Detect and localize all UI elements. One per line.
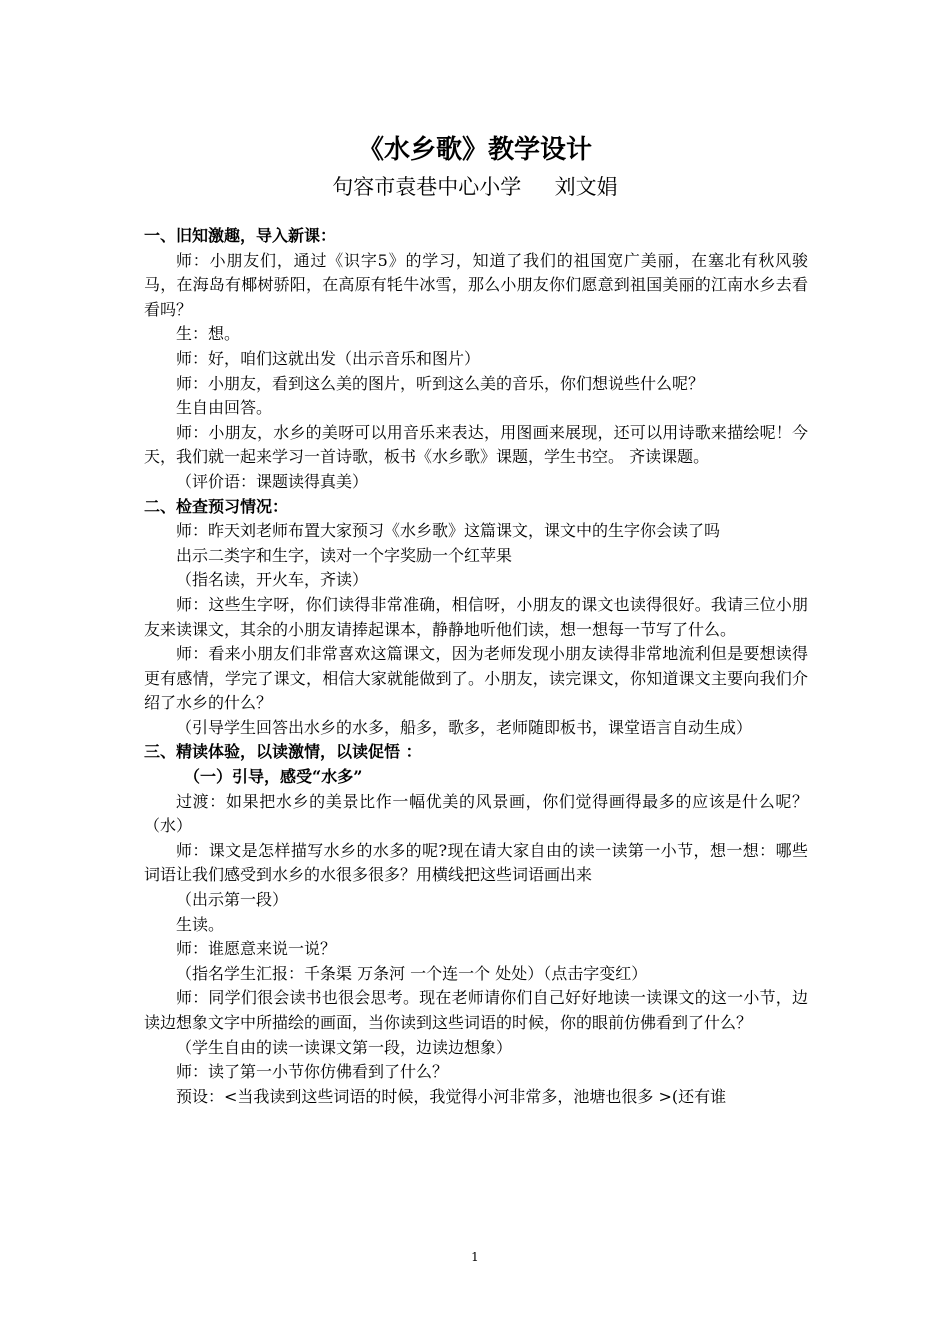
document-title: 《水乡歌》教学设计 (357, 135, 592, 165)
body-paragraph: （出示第一段） (176, 890, 289, 910)
body-paragraph: （引导学生回答出水乡的水多，船多，歌多，老师随即板书，课堂语言自动生成） (176, 717, 753, 737)
document-subtitle: 句容市袁巷中心小学 刘文娟 (332, 175, 618, 199)
page-number: 1 (471, 1250, 479, 1264)
body-paragraph: （指名学生汇报：千条渠 万条河 一个连一个 处处）（点击字变红） (176, 963, 648, 983)
body-paragraph: 生自由回答。 (176, 398, 273, 418)
body-paragraph: （指名读，开火车，齐读） (176, 570, 369, 590)
body-paragraph: 师：课文是怎样描写水乡的水多的呢?现在请大家自由的读一读第一小节，想一想：哪些词语让我们感受到水乡的水很多很多？用横线把这些词语画出来 (144, 840, 808, 885)
body-paragraph: 预设：<当我读到这些词语的时候，我觉得小河非常多，池塘也很多 >(还有谁 (176, 1086, 727, 1106)
section-heading-2: 二、检查预习情况： (144, 496, 289, 516)
body-paragraph: 师：昨天刘老师布置大家预习《水乡歌》这篇课文，课文中的生字你会读了吗 (176, 521, 721, 541)
body-paragraph: 师：好，咱们这就出发（出示音乐和图片） (176, 348, 481, 368)
section-heading-3: 三、精读体验，以读激情，以读促悟 ： (144, 742, 422, 762)
document-body (144, 224, 808, 1109)
body-paragraph: 师：这些生字呀，你们读得非常准确，相信呀，小朋友的课文也读得很好。我请三位小朋友来读课文，其余的小朋友请捧起课本，静静地听他们读，想一想每一节写了什么。 (144, 594, 808, 639)
body-paragraph: 师：小朋友们，通过《识字5》的学习，知道了我们的祖国宽广美丽，在塞北有秋风骏马，在海岛有椰树骄阳，在高原有牦牛冰雪，那么小朋友你们愿意到祖国美丽的江南水乡去看看吗？ (144, 250, 808, 319)
subsection-heading: （一）引导，感受“水多” (184, 767, 363, 787)
body-paragraph: 过渡：如果把水乡的美景比作一幅优美的风景画，你们觉得画得最多的应该是什么呢？（水） (144, 791, 808, 836)
section-heading-1: 一、旧知激趣，导入新课： (144, 226, 337, 245)
body-paragraph: 师：同学们很会读书也很会思考。现在老师请你们自己好好地读一读课文的这一小节，边读边想象文字中所描绘的画面，当你读到这些词语的时候，你的眼前仿佛看到了什么？ (144, 988, 808, 1032)
body-paragraph: 师：小朋友，看到这么美的图片，听到这么美的音乐，你们想说些什么呢？ (176, 373, 705, 393)
body-paragraph: 生：想。 (176, 324, 241, 344)
body-paragraph: 师：小朋友，水乡的美呀可以用音乐来表达，用图画来展现，还可以用诗歌来描绘呢！今天，我们就一起来学习一首诗歌，板书《水乡歌》课题，学生书空。 齐读课题。 (144, 422, 808, 467)
body-paragraph: 师：看来小朋友们非常喜欢这篇课文，因为老师发现小朋友读得非常地流利但是要想读得更有感情，学完了课文，相信大家就能做到了。小朋友，读完课文，你知道课文主要向我们介绍了水乡的什么？ (144, 644, 808, 713)
body-paragraph: （学生自由的读一读课文第一段，边读边想象） (176, 1037, 513, 1057)
body-paragraph: 生读。 (176, 914, 225, 934)
body-paragraph: 师：谁愿意来说一说？ (176, 939, 337, 959)
body-paragraph: （评价语：课题读得真美） (176, 471, 369, 491)
body-paragraph: 师：读了第一小节你仿佛看到了什么？ (176, 1062, 449, 1082)
body-paragraph: 出示二类字和生字，读对一个字奖励一个红苹果 (176, 545, 513, 565)
